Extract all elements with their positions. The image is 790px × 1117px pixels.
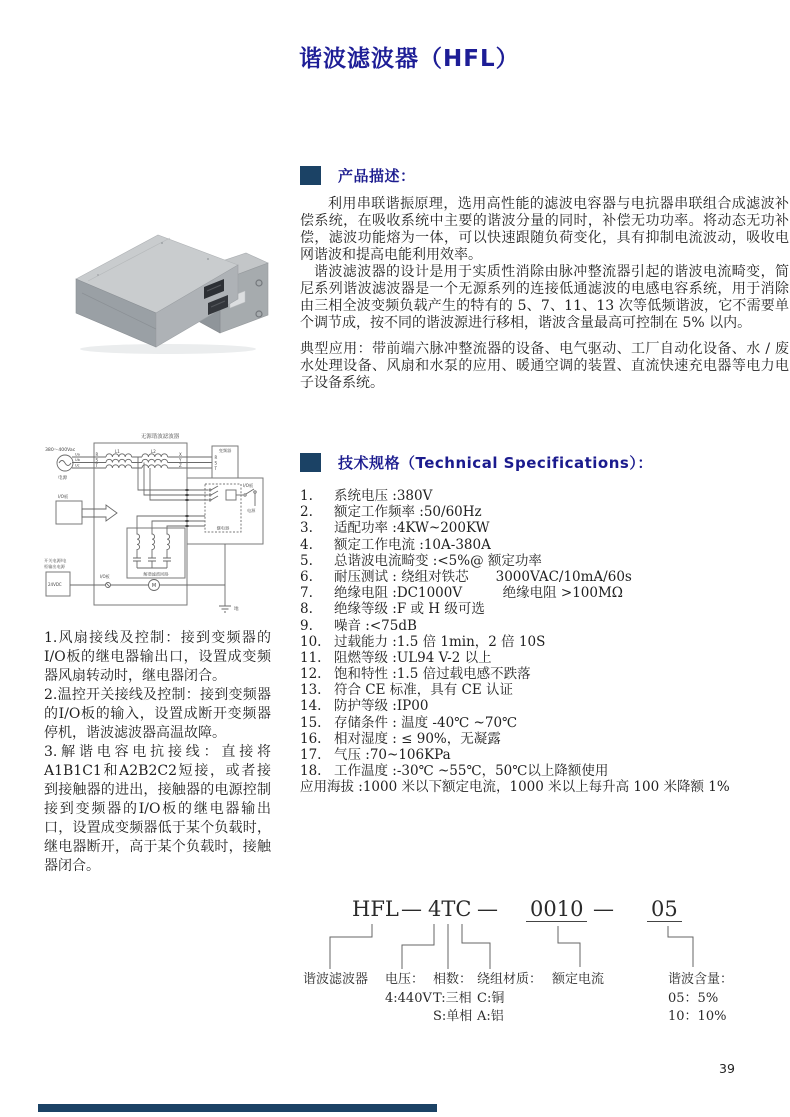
output-y-label: Y xyxy=(179,457,182,463)
spec-item: 6. 耐压测试 : 绕组对铁芯 3000VAC/10mA/60s xyxy=(300,568,632,585)
specs-heading: 技术规格（Technical Specifications）： xyxy=(338,454,653,472)
diagram-title: 无源谐波滤波器 xyxy=(140,434,180,440)
legend-winding: 绕组材质： C:铜 A:铝 xyxy=(477,972,543,1024)
spec-item: 2. 额定工作频率 :50/60Hz xyxy=(300,504,482,521)
product-photo xyxy=(58,213,274,355)
description-heading: 产品描述： xyxy=(338,167,416,185)
spec-item: 11. 阻燃等级 :UL94 V-2 以上 xyxy=(300,649,492,666)
motor-label: M xyxy=(151,583,157,589)
l2-label: L2 xyxy=(151,449,156,454)
specs-list xyxy=(300,484,790,780)
phase-c-label: Uc xyxy=(75,463,80,468)
inverter-r-label: R xyxy=(214,455,218,460)
input-r-label: R xyxy=(95,452,99,457)
description-section-header xyxy=(300,165,416,186)
footer-bar xyxy=(38,1104,437,1112)
lc-bank-label: 解谐滤波回路 xyxy=(143,571,169,577)
power-right-label: 电源 xyxy=(247,508,256,513)
product-photo-illustration xyxy=(58,213,274,355)
psu-label-line1: 开关电源/电 xyxy=(44,558,67,563)
spec-item: 10. 过载能力 :1.5 倍 1min，2 倍 10S xyxy=(300,633,546,650)
specs-section-header xyxy=(300,452,653,473)
spec-item: 17. 气压 :70~106KPa xyxy=(300,747,451,763)
description-paragraph-1: 利用串联谐振原理，选用高性能的滤波电容器与电抗器串联组合成滤波补偿系统，在吸收系统中主要的谐波分量的同时，补偿无功功率。将动态无功补偿，滤波功能熔为一体，可以快速跟随负荷变化，具有抑制电流波动，吸收电网谐波和提高电能利用效率。 xyxy=(300,196,789,263)
spec-item: 16. 相对湿度 : ≤ 90%，无凝露 xyxy=(300,730,501,747)
input-t-label: T xyxy=(95,463,98,468)
typical-application-paragraph: 典型应用：带前端六脉冲整流器的设备、电气驱动、工厂自动化设备、水 / 废水处理设备、风扇和水泵的应用、暖通空调的装置、直流快速充电器等电力电子设备系统。 xyxy=(300,341,789,391)
page-title: 谐波滤波器（HFL） xyxy=(299,46,520,72)
wiring-diagram xyxy=(42,428,284,628)
dash-icon: — xyxy=(593,897,614,921)
io-board-left-label: I/O板 xyxy=(58,494,69,499)
spec-item: 9. 噪音 :<75dB xyxy=(300,617,417,634)
section-marker-square xyxy=(300,166,321,185)
spec-item: 12. 饱和特性 :1.5 倍过载电感不跌落 xyxy=(300,666,531,683)
dash-icon: — xyxy=(477,897,498,921)
spec-item: 1. 系统电压 :380V xyxy=(300,488,433,504)
spec-item: 3. 适配功率 :4KW~200KW xyxy=(300,520,490,537)
spec-item: 13. 符合 CE 标准，具有 CE 认证 xyxy=(300,682,514,699)
filter-box xyxy=(94,443,187,605)
phase-a-label: Ua xyxy=(75,452,80,457)
output-z-label: Z xyxy=(179,463,182,468)
source-label: 电源 xyxy=(58,476,68,481)
source-voltage-label: 380～400Vac xyxy=(45,448,76,453)
inverter-label: 变频器 xyxy=(218,448,232,453)
wiring-note-2: 2.温控开关接线及控制：接到变频器的I/O板的输入，设置成断开变频器停机，谐波滤波器高温故障。 xyxy=(44,687,271,741)
relay-label: 继电器 xyxy=(216,525,230,531)
description-paragraph-2: 谐波滤波器的设计是用于实质性消除由脉冲整流器引起的谐波电流畸变，简尼系列谐波滤波器是一个无源系列的连接低通滤波的电感电容系统，用于消除由三相全波变频负载产生的特有的 5、7、11、13 次等低频谐波，它不需要单个调节成，按不同的谐波源进行移相，谐波含量最高可控制在 5% 以内。 xyxy=(300,264,789,331)
model-seg-harmonic: 05 xyxy=(647,897,682,922)
l1-label: L1 xyxy=(115,449,120,454)
spec-item: 15. 存储条件 : 温度 -40℃ ~70℃ xyxy=(300,714,518,731)
section-marker-square xyxy=(300,453,321,472)
legend-rated-current: 额定电流 xyxy=(552,972,605,987)
spec-item: 8. 绝缘等级 :F 或 H 级可选 xyxy=(300,601,485,618)
legend-harmonic-content: 谐波含量： 05：5% 10：10% xyxy=(668,972,734,1024)
wiring-notes xyxy=(44,629,271,876)
dash-icon: — xyxy=(401,897,422,921)
arrow-icon xyxy=(82,505,117,521)
io-board-left-box xyxy=(56,501,82,524)
inverter-t-label: T xyxy=(214,466,217,471)
output-x-label: X xyxy=(179,452,182,457)
io-board-right-label: I/O板 xyxy=(243,483,254,488)
model-seg-current: 0010 xyxy=(526,897,587,922)
spec-item: 14. 防护等级 :IP00 xyxy=(300,698,429,715)
model-seg-series: HFL xyxy=(352,897,399,921)
spec-altitude-note: 应用海拔 :1000 米以下额定电流，1000 米以上每升高 100 米降额 1% xyxy=(300,779,730,795)
spec-item: 18. 工作温度 :-30℃ ~55℃，50℃以上降额使用 xyxy=(300,763,609,780)
lc-bank-box xyxy=(127,528,185,578)
spec-item: 7. 绝缘电阻 :DC1000V 绝缘电阻 >100MΩ xyxy=(300,585,623,602)
wiring-note-3: 3.解谐电容电抗接线：直接将A1B1C1和A2B2C2短接，或者接到接触器的进出，接触器的电源控制接到变频器的I/O板的继电器输出口，设置成变频器低于某个负载时，继电器断开，高于某个负载时，接触器闭合。 xyxy=(44,744,271,874)
psu-value-label: 24VDC xyxy=(48,582,62,587)
model-code-diagram xyxy=(300,893,765,1048)
legend-phase: 相数： T:三相 S:单相 xyxy=(433,972,473,1024)
page-number: 39 xyxy=(719,1061,735,1076)
legend-product: 谐波滤波器 xyxy=(303,972,369,987)
io-board-bottom-label: I/O板 xyxy=(100,574,110,579)
spec-item: 4. 额定工作电流 :10A-380A xyxy=(300,536,491,553)
inverter-s-label: S xyxy=(214,460,218,466)
description-body xyxy=(300,196,789,392)
psu-label-line2: 柜输出电源 xyxy=(44,564,65,569)
input-s-label: S xyxy=(95,457,99,463)
model-seg-type: 4TC xyxy=(428,897,472,921)
phase-b-label: Ub xyxy=(75,458,80,462)
wiring-note-1: 1.风扇接线及控制：接到变频器的I/O板的继电器输出口，设置成变频器风扇转动时，继电器闭合。 xyxy=(44,630,271,684)
ground-label: 地 xyxy=(234,607,239,612)
spec-item: 5. 总谐波电流畸变 :<5%@ 额定功率 xyxy=(300,552,542,569)
legend-voltage: 电压： 4:440V xyxy=(385,972,432,1006)
